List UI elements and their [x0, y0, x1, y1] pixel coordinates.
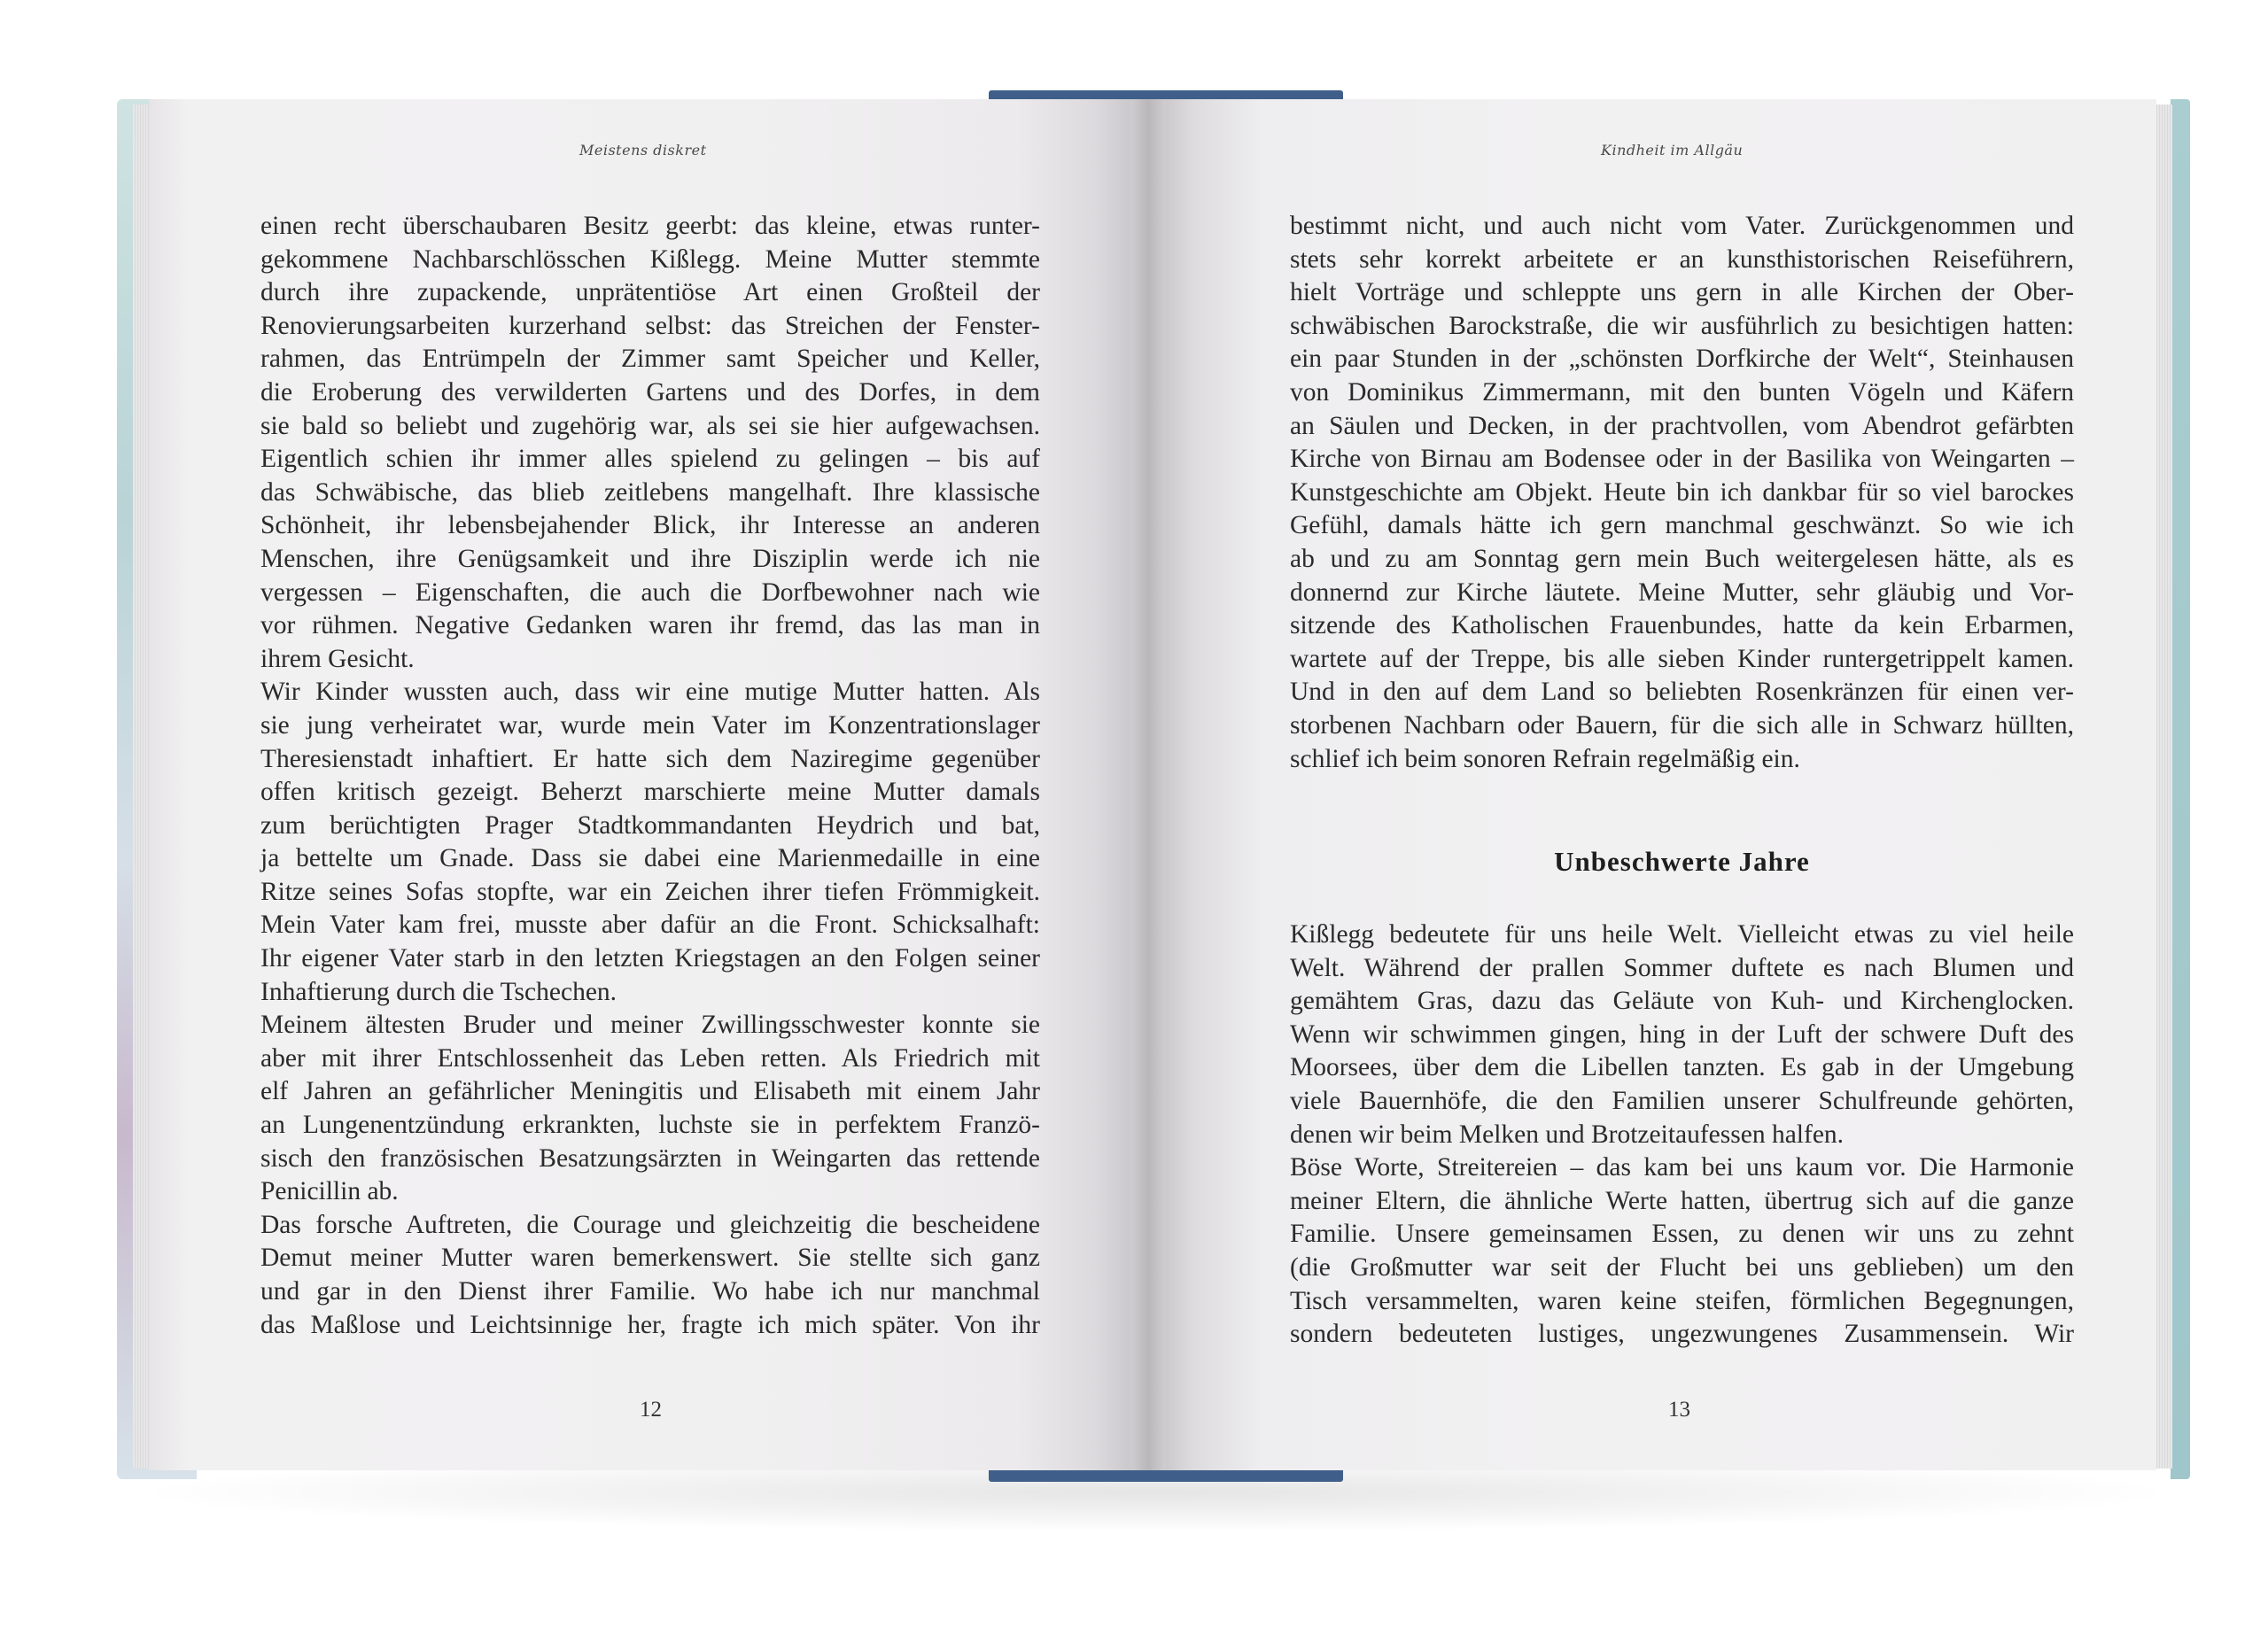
text-line: zum berüchtigten Prager Stadtkommandanten Heydrich und bat,: [260, 810, 1040, 840]
text-line: schwäbischen Barockstraße, die wir ausführlich zu besichtigen hatten:: [1290, 311, 2074, 340]
page-edges-right: [2155, 105, 2172, 1469]
gutter: [1130, 99, 1166, 1470]
running-head-right: Kindheit im Allgäu: [1601, 142, 1744, 159]
text-line: bestimmt nicht, und auch nicht vom Vater. Zurückgenommen und: [1290, 212, 2074, 240]
text-line: ab und zu am Sonntag gern mein Buch weitergelesen hätte, als es: [1290, 544, 2074, 573]
cover-right-edge: [2171, 99, 2190, 1479]
text-line: sitzende des Katholischen Frauenbundes, hatte da kein Erbarmen,: [1290, 611, 2074, 640]
text-line: storbenen Nachbarn oder Bauern, für die sich alle in Schwarz hüllten,: [1290, 710, 2074, 740]
section-heading: Unbeschwerte Jahre: [1554, 846, 1810, 877]
text-line: Schönheit, ihr lebensbejahender Blick, ihr Interesse an anderen: [260, 511, 1040, 540]
text-line: rahmen, das Entrümpeln der Zimmer samt Speicher und Keller,: [260, 345, 1040, 374]
text-line: offen kritisch gezeigt. Beherzt marschierte meine Mutter damals: [260, 778, 1040, 807]
right-page-body-top: [1290, 210, 2074, 776]
text-line: ihrem Gesicht.: [260, 644, 415, 673]
text-line: vergessen – Eigenschaften, die auch die Dorfbewohner nach wie: [260, 577, 1040, 607]
page-number-right: 13: [1668, 1398, 1690, 1422]
text-line: vor rühmen. Negative Gedanken waren ihr fremd, das las man in: [260, 611, 1040, 640]
text-line: Wenn wir schwimmen gingen, hing in der Luft der schwere Duft des: [1290, 1019, 2074, 1049]
text-line: Und in den auf dem Land so beliebten Rosenkränzen für einen ver-: [1290, 678, 2074, 707]
text-line: das Schwäbische, das blieb zeitlebens mangelhaft. Ihre klassische: [260, 477, 1040, 507]
text-line: schlief ich beim sonoren Refrain regelmäßig ein.: [1290, 744, 1800, 773]
text-line: Kirche von Birnau am Bodensee oder in der Basilika von Weingarten –: [1290, 445, 2074, 474]
text-line: wartete auf der Treppe, bis alle sieben Kinder runtergetrippelt kamen.: [1290, 644, 2074, 673]
text-line: ein paar Stunden in der „schönsten Dorfkirche der Welt“, Steinhausen: [1290, 345, 2074, 374]
text-line: das Maßlose und Leichtsinnige her, fragte ich mich später. Von ihr: [260, 1310, 1040, 1339]
text-line: denen wir beim Melken und Brotzeitaufessen halfen.: [1290, 1120, 1845, 1149]
text-line: Demut meiner Mutter waren bemerkenswert. Sie stellte sich ganz: [260, 1244, 1040, 1273]
text-line: Gefühl, damals hätte ich gern manchmal geschwänzt. So wie ich: [1290, 511, 2074, 540]
text-line: Meinem ältesten Bruder und meiner Zwillingsschwester konnte sie: [260, 1011, 1040, 1040]
text-line: die Eroberung des verwilderten Gartens und des Dorfes, in dem: [260, 377, 1040, 407]
text-line: hielt Vorträge und schleppte uns gern in alle Kirchen der Ober-: [1290, 278, 2074, 307]
text-line: Das forsche Auftreten, die Courage und gleichzeitig die bescheidene: [260, 1210, 1040, 1239]
text-line: Penicillin ab.: [260, 1177, 399, 1206]
text-line: und gar in den Dienst ihrer Familie. Wo habe ich nur manchmal: [260, 1277, 1040, 1306]
text-line: Wir Kinder wussten auch, dass wir eine mutige Mutter hatten. Als: [260, 678, 1040, 707]
text-line: Ritze seines Sofas stopfte, war ein Zeichen ihrer tiefen Frömmigkeit.: [260, 877, 1040, 906]
running-head-left: Meistens diskret: [579, 142, 707, 159]
text-line: Mein Vater kam frei, musste aber dafür an die Front. Schicksalhaft:: [260, 911, 1040, 940]
text-line: einen recht überschaubaren Besitz geerbt: das kleine, etwas runter-: [260, 212, 1040, 240]
text-line: sie bald so beliebt und zugehörig war, als sei sie hier aufgewachsen.: [260, 411, 1040, 440]
right-page-body-bottom: [1290, 918, 2074, 1352]
text-line: viele Bauernhöfe, die den Familien unserer Schulfreunde gehörten,: [1290, 1086, 2074, 1115]
text-line: an Säulen und Decken, in der prachtvollen, vom Abendrot gefärbten: [1290, 411, 2074, 440]
page-number-left: 12: [640, 1398, 662, 1422]
text-line: Inhaftierung durch die Tschechen.: [260, 977, 617, 1006]
text-line: (die Großmutter war seit der Flucht bei uns geblieben) um den: [1290, 1252, 2074, 1282]
text-line: gekommene Nachbarschlösschen Kißlegg. Meine Mutter stemmte: [260, 244, 1040, 274]
text-line: Tisch versammelten, waren keine steifen, förmlichen Begegnungen,: [1290, 1286, 2074, 1315]
text-line: sondern bedeuteten lustiges, ungezwungenes Zusammensein. Wir: [1290, 1320, 2074, 1349]
page-edges-left: [133, 105, 151, 1469]
text-line: elf Jahren an gefährlicher Meningitis und Elisabeth mit einem Jahr: [260, 1077, 1040, 1106]
text-line: ja bettelte um Gnade. Dass sie dabei eine Marienmedaille in eine: [260, 844, 1040, 873]
text-line: von Dominikus Zimmermann, mit den bunten Vögeln und Käfern: [1290, 377, 2074, 407]
text-line: aber mit ihrer Entschlossenheit das Leben retten. Als Friedrich mit: [260, 1043, 1040, 1073]
text-line: Kunstgeschichte am Objekt. Heute bin ich dankbar für so viel barockes: [1290, 477, 2074, 507]
text-line: sie jung verheiratet war, wurde mein Vater im Konzentrationslager: [260, 710, 1040, 740]
text-line: Böse Worte, Streitereien – das kam bei uns kaum vor. Die Harmonie: [1290, 1153, 2074, 1182]
text-line: Eigentlich schien ihr immer alles spielend zu gelingen – bis auf: [260, 445, 1040, 474]
text-line: stets sehr korrekt arbeitete er an kunsthistorischen Reiseführern,: [1290, 244, 2074, 274]
text-line: Welt. Während der prallen Sommer duftete es nach Blumen und: [1290, 953, 2074, 982]
text-line: Familie. Unsere gemeinsamen Essen, zu denen wir uns zu zehnt: [1290, 1220, 2074, 1249]
text-line: Renovierungsarbeiten kurzerhand selbst: das Streichen der Fenster-: [260, 311, 1040, 340]
text-line: Kißlegg bedeutete für uns heile Welt. Vielleicht etwas zu viel heile: [1290, 920, 2074, 949]
text-line: Theresienstadt inhaftiert. Er hatte sich dem Naziregime gegenüber: [260, 744, 1040, 773]
text-line: Moorsees, über dem die Libellen tanzten. Es gab in der Umgebung: [1290, 1053, 2074, 1082]
text-line: an Lungenentzündung erkrankten, luchste sie in perfektem Franzö-: [260, 1111, 1040, 1140]
text-line: donnernd zur Kirche läutete. Meine Mutter, sehr gläubig und Vor-: [1290, 577, 2074, 607]
text-line: sisch den französischen Besatzungsärzten in Weingarten das rettende: [260, 1143, 1040, 1173]
left-page-body: [260, 210, 1040, 1342]
text-line: gemähtem Gras, dazu das Geläute von Kuh- und Kirchenglocken.: [1290, 987, 2074, 1016]
text-line: meiner Eltern, die ähnliche Werte hatten, übertrug sich auf die ganze: [1290, 1186, 2074, 1215]
text-line: Menschen, ihre Genügsamkeit und ihre Disziplin werde ich nie: [260, 544, 1040, 573]
text-line: Ihr eigener Vater starb in den letzten Kriegstagen an den Folgen seiner: [260, 944, 1040, 973]
text-line: durch ihre zupackende, unprätentiöse Art einen Großteil der: [260, 278, 1040, 307]
